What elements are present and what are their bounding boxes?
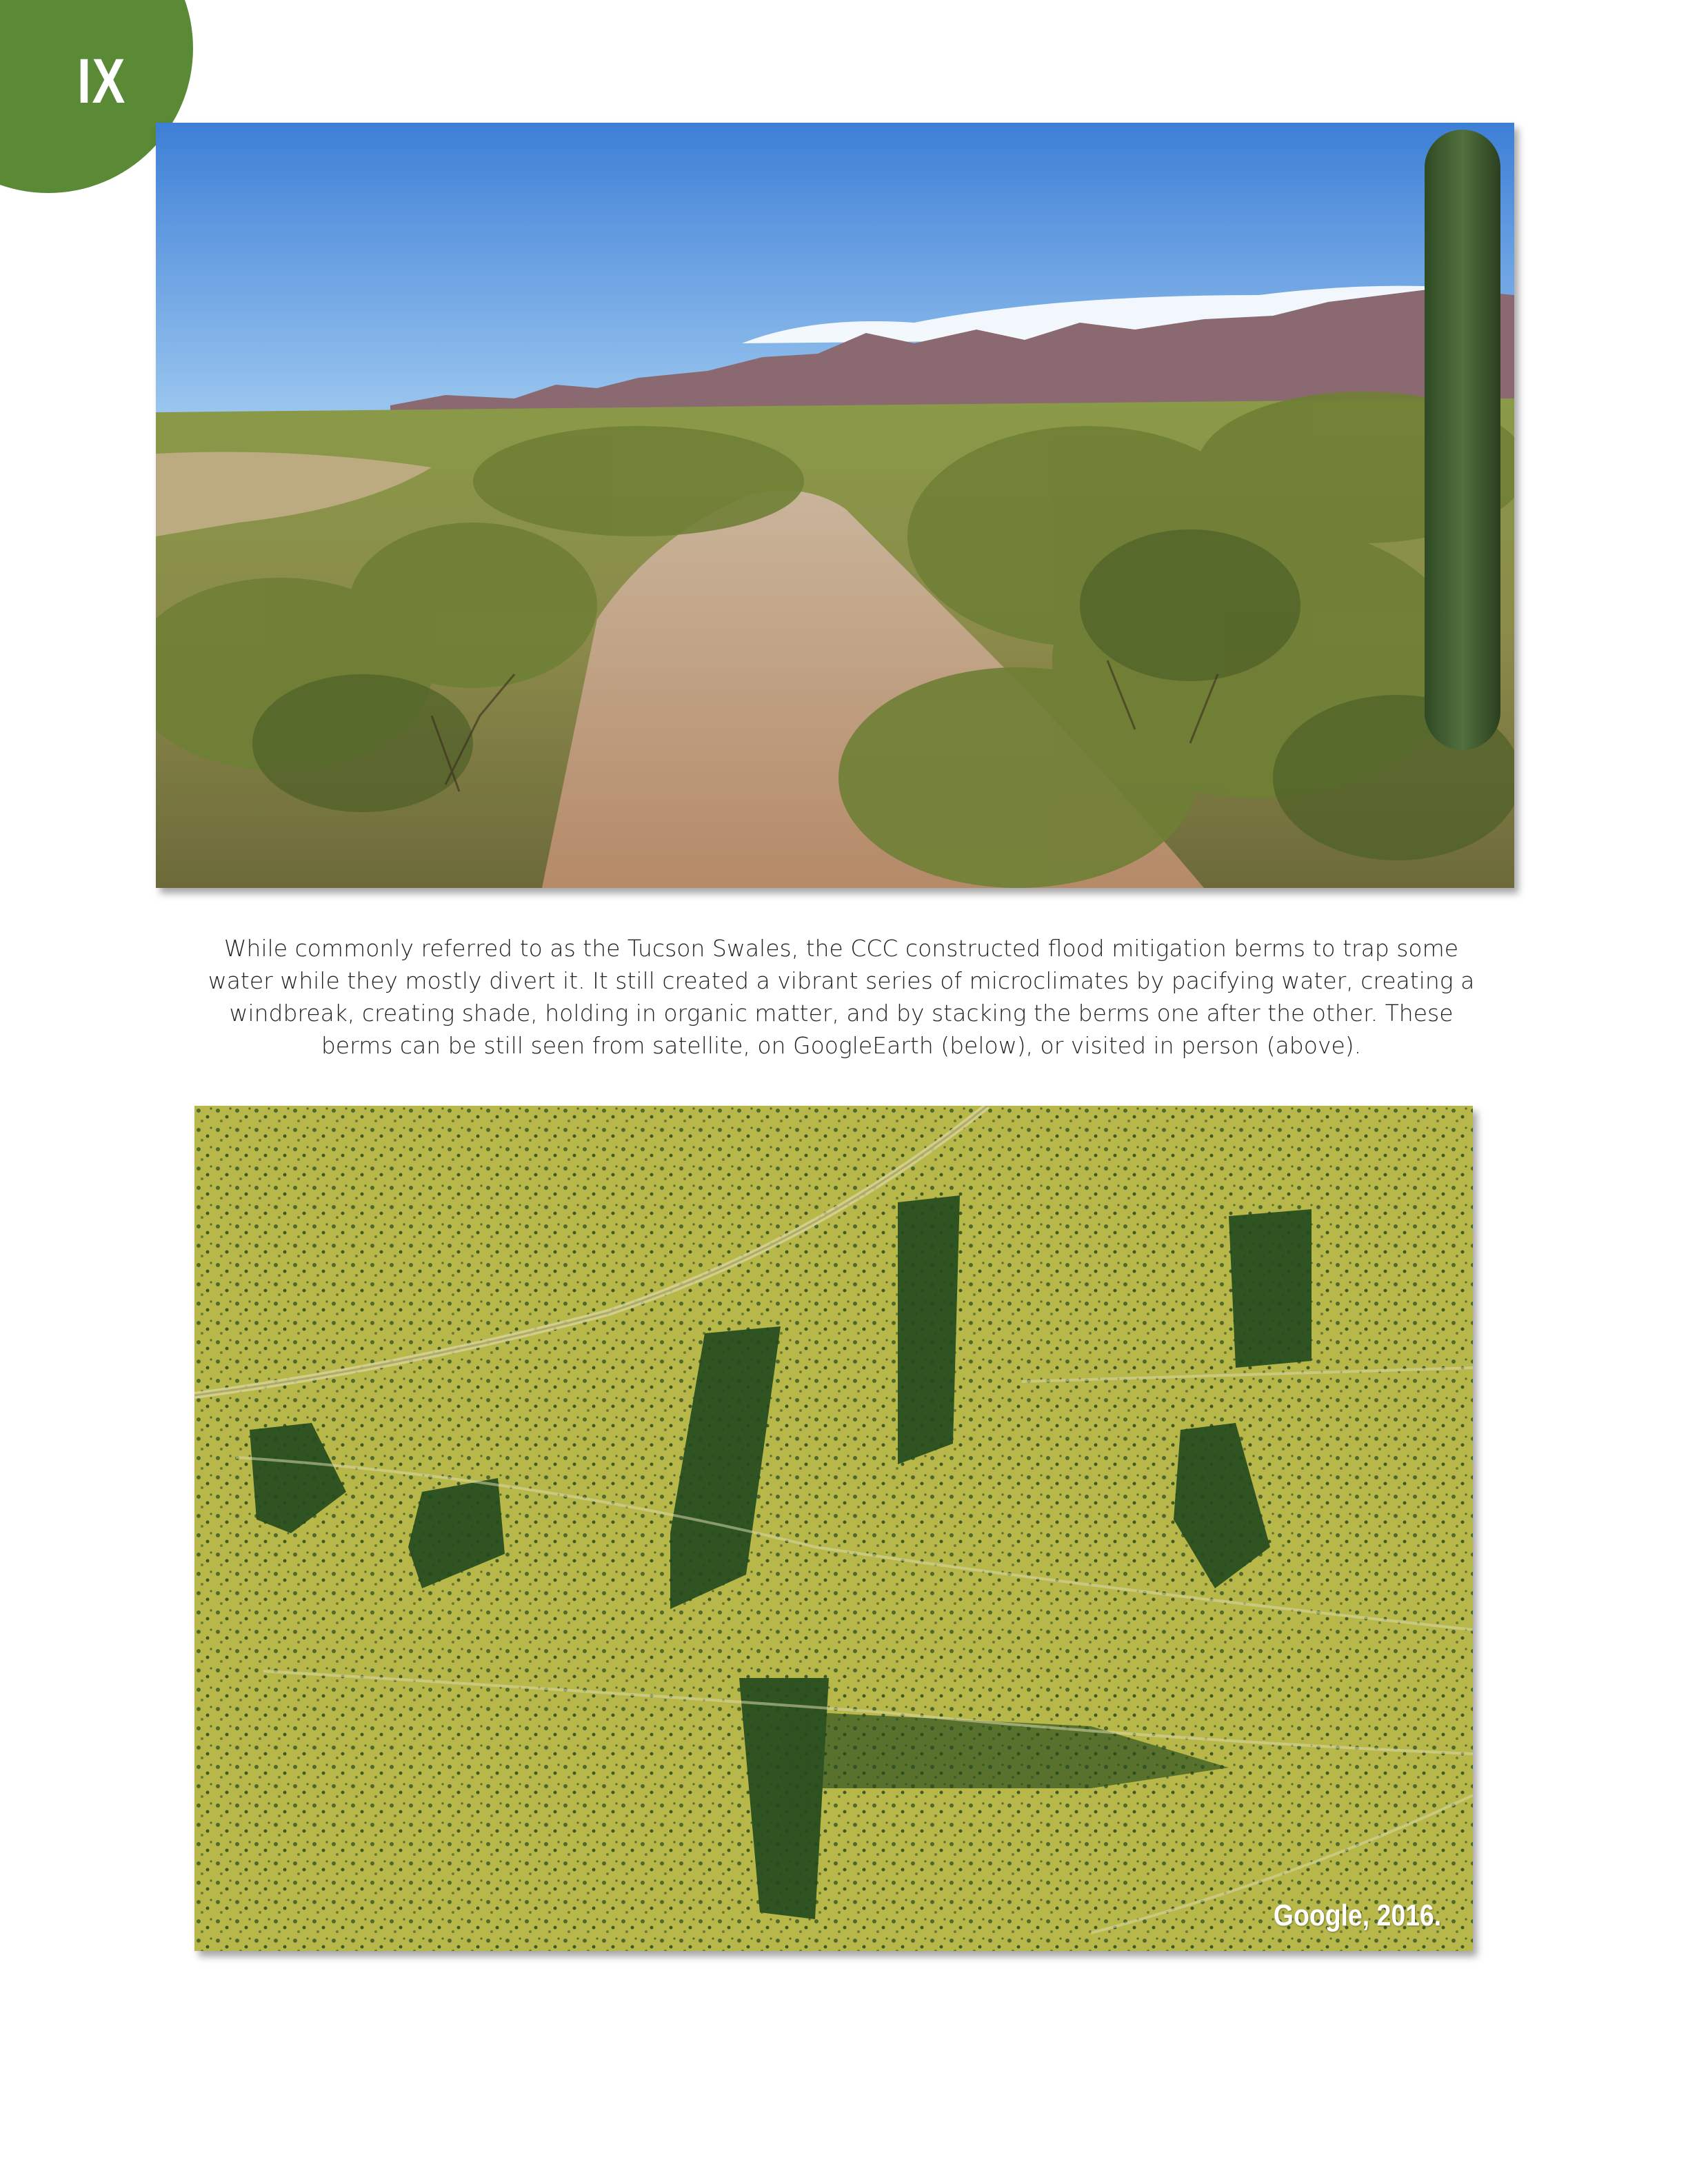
satellite-map-icon bbox=[194, 1106, 1473, 1951]
desert-berm-photo-icon bbox=[156, 123, 1514, 888]
photo-caption: While commonly referred to as the Tucson Swales, the CCC constructed flood mitigation berms to trap some water while they mostly divert it. It still created a vibrant series of microclimates by pacifying water, creating a windbreak, creating shade, holding in organic matter, and by stacking the berms one after the other. These berms can be still seen from satellite, on GoogleEarth (below), or visited in person (above). bbox=[208, 935, 1475, 1059]
image-credit: Google, 2016. bbox=[1273, 1899, 1441, 1932]
berm-satellite-photo bbox=[194, 1106, 1473, 1951]
berm-ground-photo bbox=[156, 123, 1514, 888]
page-number: IX bbox=[77, 46, 126, 117]
